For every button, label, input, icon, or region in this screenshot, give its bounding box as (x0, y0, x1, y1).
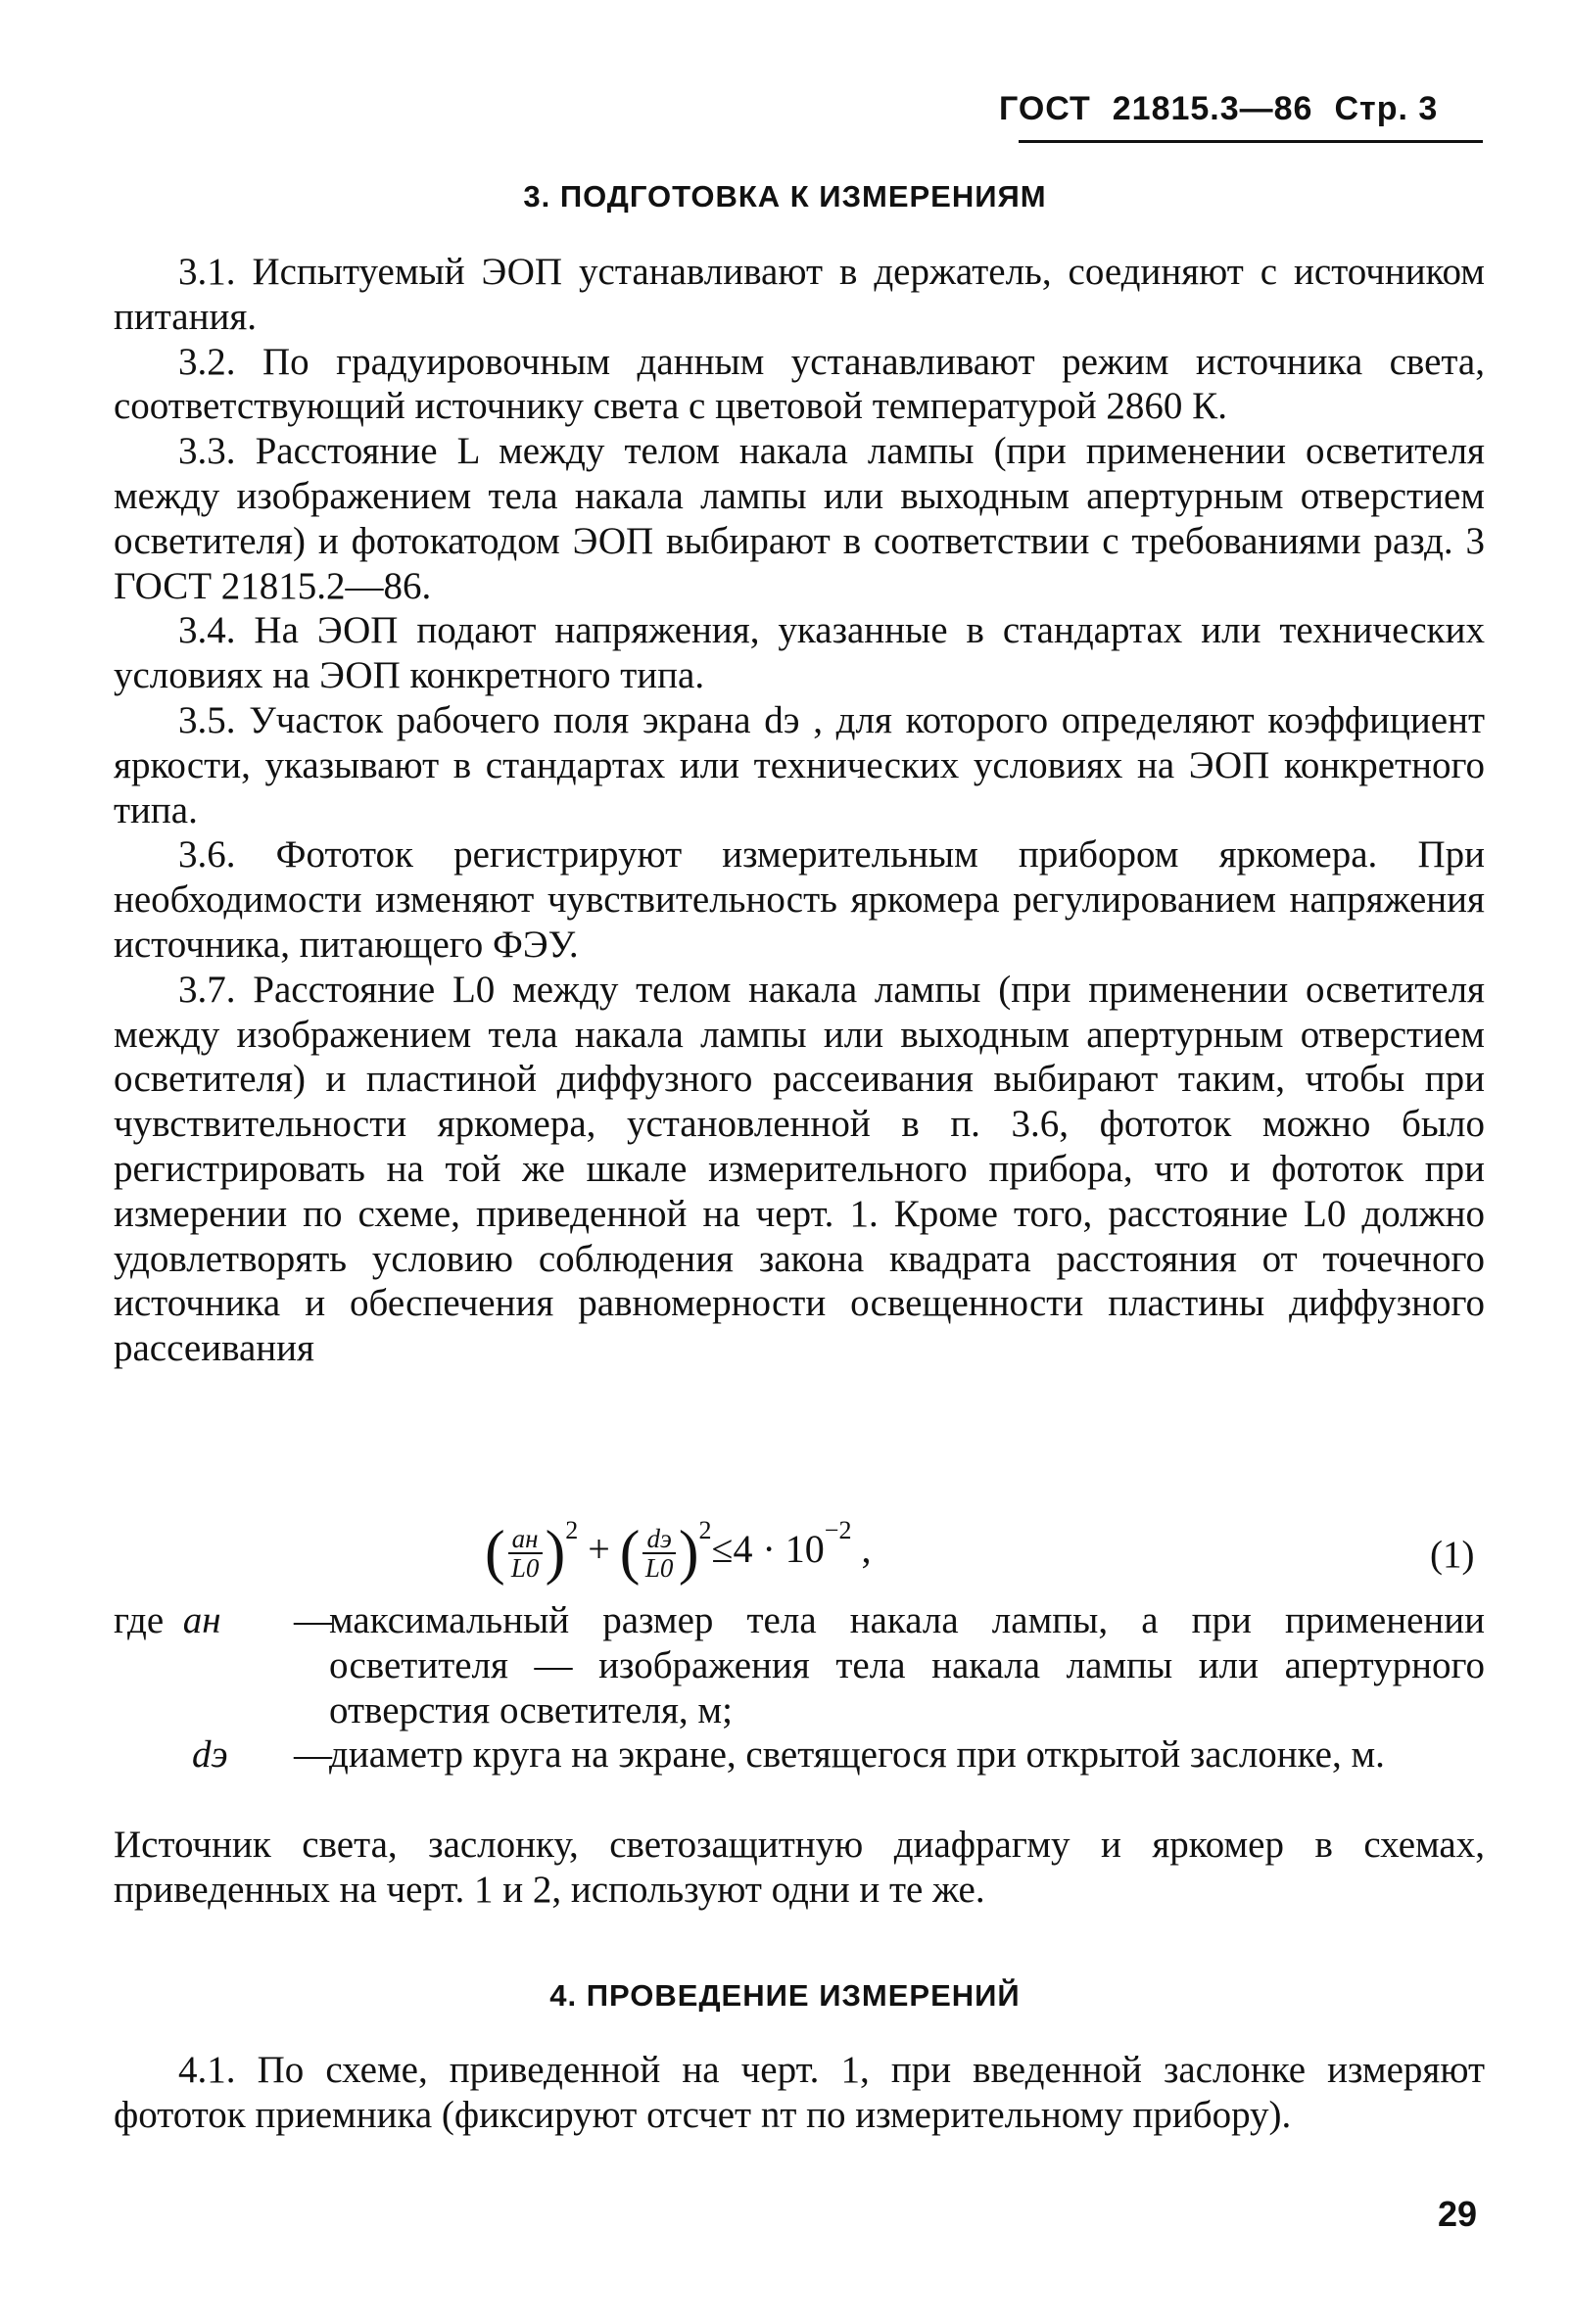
paragraph-3-7: 3.7. Расстояние L0 между телом накала лампы (при применении осветителя между изображением тела накала лампы или выходным апертурным отверстием осветителя) и пластиной диффузного рассеивания выбирают таким, чтобы при чувствительности яркомера, установленной в п. 3.6, фототок можно было регистрировать на той же шкале измерительного прибора, что и фототок при измерении по схеме, приведенной на черт. 1. Кроме того, расстояние L0 должно удовлетворять условию соблюдения закона квадрата расстояния от точечного источника и обеспечения равномерности освещенности пластины диффузного рассеивания (114, 968, 1485, 1370)
formula-number: (1) (1430, 1534, 1475, 1576)
header-rule (1019, 140, 1483, 143)
section-4-body (114, 2048, 1485, 2138)
formula-fraction-a: $\frac{aн}{L0}$ (508, 1525, 543, 1582)
closing-paragraph: Источник света, заслонку, светозащитную диафрагму и яркомер в схемах, приведенных на черт. 1 и 2, используют одни и те же. (114, 1824, 1485, 1911)
definitions (114, 1598, 1485, 1778)
formula-fraction-d: $\frac{dэ}{L0}$ (642, 1525, 675, 1582)
section-3-body (114, 250, 1485, 1371)
section-3-title: 3. ПОДГОТОВКА К ИЗМЕРЕНИЯМ (523, 179, 1047, 213)
paragraph-3-3: 3.3. Расстояние L между телом накала лампы (при применении осветителя между изображением тела накала лампы или выходным апертурным отверстием осветителя) и фотокатодом ЭОП выбирают в соответствии с требованиями разд. 3 ГОСТ 21815.2—86. (114, 430, 1485, 607)
definition-a: где aн —максимальный размер тела накала лампы, а при применении осветителя — изображения тела накала лампы или апертурного отверстия осветителя, м; (114, 1599, 1485, 1731)
header-standard: ГОСТ (999, 90, 1091, 127)
definition-a-text: максимальный размер тела накала лампы, а при применении осветителя — изображения тела накала лампы или апертурного отверстия осветителя, м; (329, 1599, 1485, 1731)
paragraph-3-6: 3.6. Фототок регистрируют измерительным прибором яркомера. При необходимости изменяют чувствительность яркомера регулированием напряжения источника, питающего ФЭУ. (114, 833, 1485, 966)
paragraph-3-5: 3.5. Участок рабочего поля экрана dэ , для которого определяют коэффициент яркости, указывают в стандартах или технических условиях на ЭОП конкретного типа. (114, 698, 1485, 831)
formula-1: ( $\frac{aн}{L0}$ )$^2$ + ( $\frac{dэ}{L0}$ )$^2\le 4 \cdot 10^{-2}$ , (485, 1516, 872, 1587)
definition-a-symbol: aн (182, 1599, 221, 1641)
paragraph-3-2: 3.2. По градуировочным данным устанавливают режим источника света, соответствующий источнику света с цветовой температурой 2860 К. (114, 340, 1485, 428)
paragraph-3-4: 3.4. На ЭОП подают напряжения, указанные в стандартах или технических условиях на ЭОП конкретного типа. (114, 609, 1485, 697)
section-4-title: 4. ПРОВЕДЕНИЕ ИЗМЕРЕНИЙ (549, 1978, 1021, 2013)
page-number: 29 (1438, 2194, 1478, 2234)
definition-d-text: диаметр круга на экране, светящегося при открытой заслонке, м. (329, 1733, 1385, 1777)
header-number: 21815.3—86 (1112, 90, 1313, 127)
definition-d: dэ —диаметр круга на экране, светящегося при открытой заслонке, м. (192, 1733, 1385, 1777)
where-word: где (114, 1599, 165, 1641)
definition-d-symbol: dэ (192, 1733, 228, 1777)
page-header (999, 90, 1438, 128)
paragraph-3-1: 3.1. Испытуемый ЭОП устанавливают в держатель, соединяют с источником питания. (114, 251, 1485, 338)
paragraph-4-1: 4.1. По схеме, приведенной на черт. 1, при введенной заслонке измеряют фототок приемника (фиксируют отсчет nт по измерительному прибору). (114, 2049, 1485, 2136)
header-page-label: Стр. 3 (1334, 90, 1439, 127)
closing-paragraph-block (114, 1823, 1485, 1913)
